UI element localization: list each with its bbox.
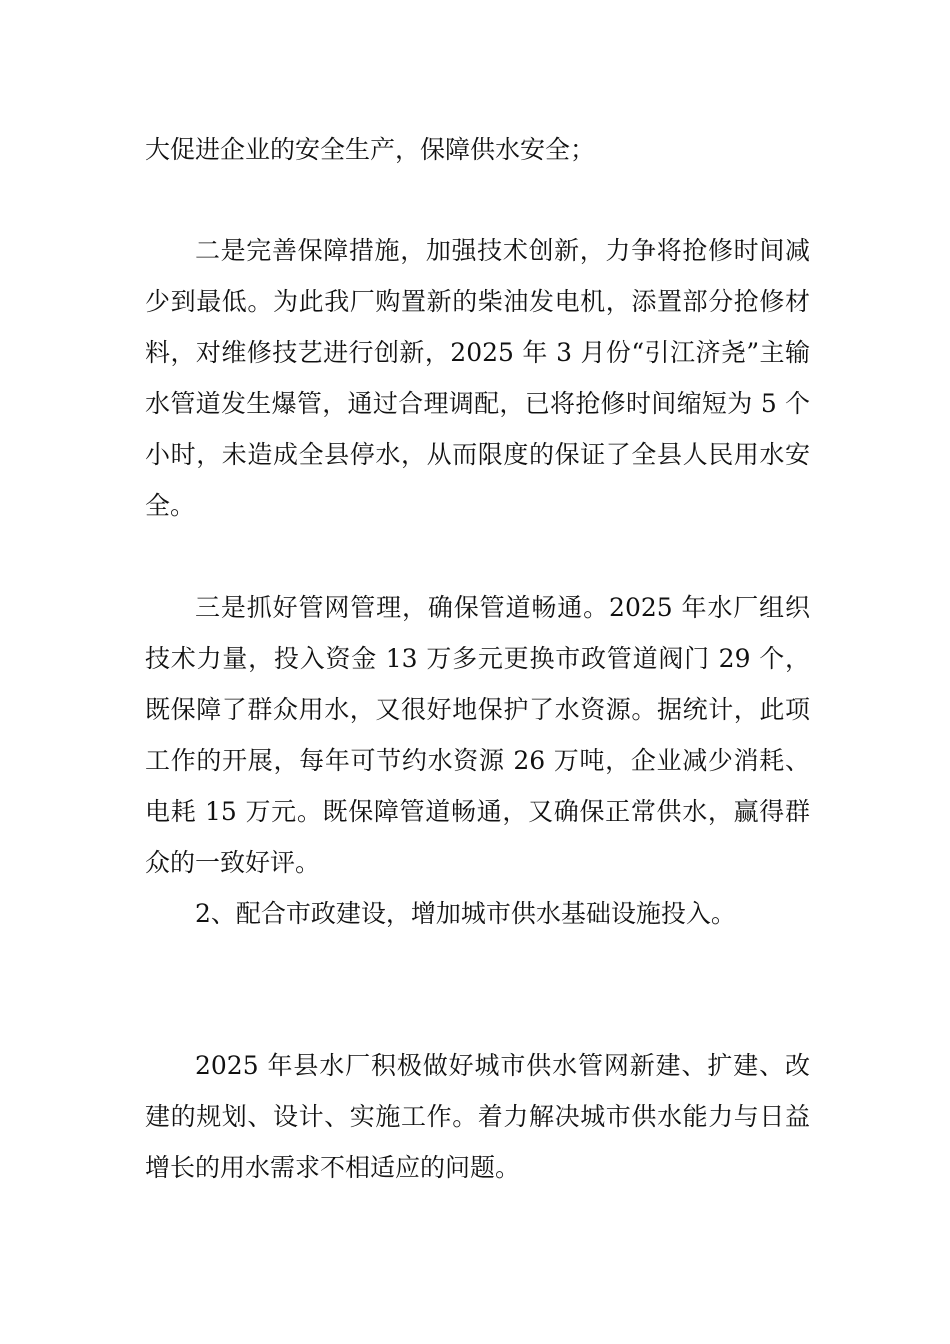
section-heading-2: 2、配合市政建设，增加城市供水基础设施投入。	[195, 899, 736, 928]
paragraph-infrastructure: 2025 年县水厂积极做好城市供水管网新建、扩建、改建的规划、设计、实施工作。着力解决城市供水能力与日益增长的用水需求不相适应的问题。	[145, 1051, 810, 1182]
paragraph-measure-two: 二是完善保障措施，加强技术创新，力争将抢修时间减少到最低。为此我厂购置新的柴油发电机，添置部分抢修材料，对维修技艺进行创新，2025 年 3 月份“引江济尧”主输水管道发生爆管，通过合理调配，已将抢修时间缩短为 5 个小时，未造成全县停水，从而限度的保证了全县人民用水安全。	[145, 236, 810, 520]
paragraph-continuation: 大促进企业的安全生产，保障供水安全；	[145, 135, 596, 164]
paragraph-measure-three: 三是抓好管网管理，确保管道畅通。2025 年水厂组织技术力量，投入资金 13 万多元更换市政管道阀门 29 个，既保障了群众用水，又很好地保护了水资源。据统计，此项工作的开展，每年可节约水资源 26 万吨，企业减少消耗、电耗 15 万元。既保障管道畅通，又确保正常供水，赢得群众的一致好评。	[145, 593, 810, 877]
